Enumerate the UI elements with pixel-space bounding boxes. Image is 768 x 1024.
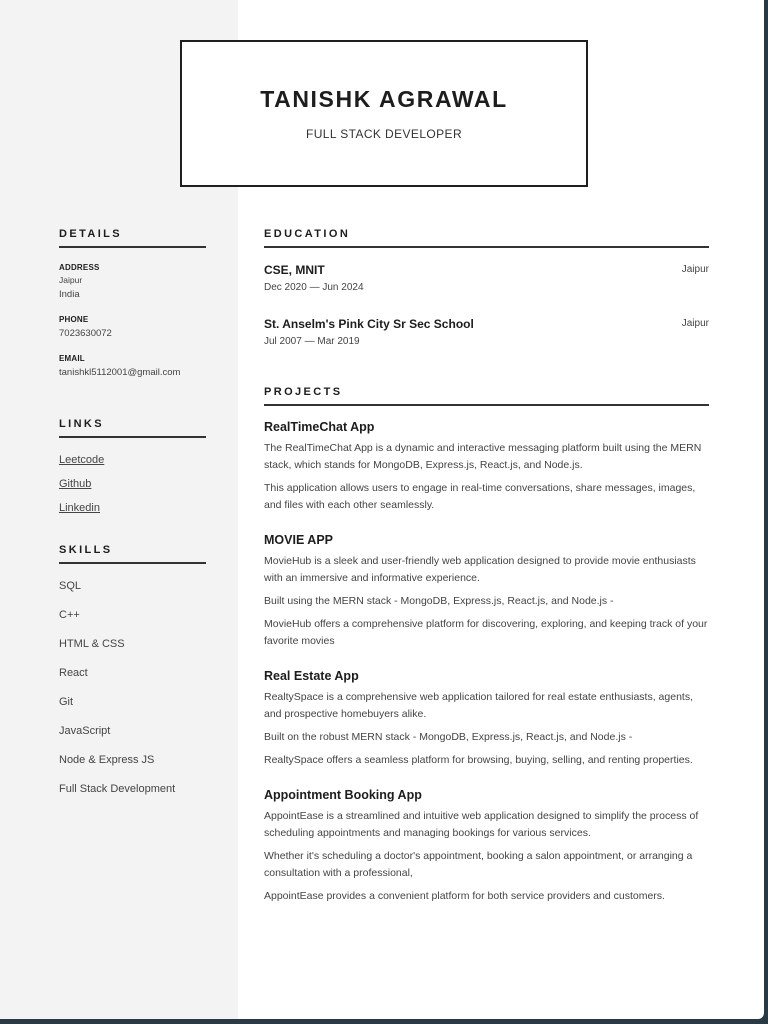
project-description: AppointEase is a streamlined and intuitive web application designed to simplify the process of scheduling appointments and managing bookings for various services. xyxy=(264,810,699,839)
education-entry xyxy=(264,263,709,293)
phone-label: PHONE xyxy=(59,315,89,324)
skill-item: C++ xyxy=(59,609,80,621)
skill-item: Full Stack Development xyxy=(59,783,176,795)
skill-item: HTML & CSS xyxy=(59,638,125,650)
project-description: Built using the MERN stack - MongoDB, Express.js, React.js, and Node.js - xyxy=(264,595,614,607)
skill-item: JavaScript xyxy=(59,725,111,737)
education-title: CSE, MNIT xyxy=(264,263,325,277)
skill-item: SQL xyxy=(59,580,82,592)
link-leetcode[interactable]: Leetcode xyxy=(59,454,105,466)
projects-section xyxy=(264,386,709,905)
email-label: EMAIL xyxy=(59,354,85,363)
project-description: MovieHub offers a comprehensive platform for discovering, exploring, and keeping track of your favorite movies xyxy=(264,618,708,647)
project-title: Appointment Booking App xyxy=(264,788,422,802)
education-location: Jaipur xyxy=(681,318,709,329)
education-dates: Jul 2007 — Mar 2019 xyxy=(264,336,360,347)
link-github[interactable]: Github xyxy=(59,478,92,490)
project-description: AppointEase provides a convenient platform for both service providers and customers. xyxy=(264,890,665,902)
link-linkedin[interactable]: Linkedin xyxy=(59,502,100,514)
education-dates: Dec 2020 — Jun 2024 xyxy=(264,282,364,293)
skill-item: Node & Express JS xyxy=(59,754,155,766)
education-location: Jaipur xyxy=(681,264,709,275)
email-value: tanishkl5112001@gmail.com xyxy=(59,367,181,378)
skill-item: React xyxy=(59,667,88,679)
candidate-name: TANISHK AGRAWAL xyxy=(260,86,508,112)
project-description: RealtySpace is a comprehensive web application tailored for real estate enthusiasts, agents, and prospective homebuyers alike. xyxy=(264,691,693,720)
details-section xyxy=(59,228,206,380)
address-city: Jaipur xyxy=(59,275,83,285)
address-country: India xyxy=(59,289,80,300)
project-description: Built on the robust MERN stack - MongoDB, Express.js, React.js, and Node.js - xyxy=(264,731,633,743)
project-entry xyxy=(264,420,709,514)
project-description: This application allows users to engage in real-time conversations, share messages, images, and files with each other seamlessly. xyxy=(264,482,696,511)
links-heading: LINKS xyxy=(59,418,206,438)
project-description: Whether it's scheduling a doctor's appointment, booking a salon appointment, or arranging a consultation with a professional, xyxy=(264,850,693,879)
project-title: Real Estate App xyxy=(264,669,359,683)
project-description: MovieHub is a sleek and user-friendly web application designed to provide movie enthusiasts with an immersive and informative experience. xyxy=(264,555,696,584)
education-section xyxy=(264,228,709,347)
skills-section xyxy=(59,544,206,810)
skill-item: Git xyxy=(59,696,74,708)
skills-heading: SKILLS xyxy=(59,544,206,564)
education-title: St. Anselm's Pink City Sr Sec School xyxy=(264,317,474,331)
education-heading: EDUCATION xyxy=(264,228,709,248)
details-heading: DETAILS xyxy=(59,228,206,248)
project-entry xyxy=(264,788,709,905)
projects-heading: PROJECTS xyxy=(264,386,709,406)
project-title: RealTimeChat App xyxy=(264,420,375,434)
project-title: MOVIE APP xyxy=(264,533,333,547)
project-entry xyxy=(264,533,709,650)
project-description: The RealTimeChat App is a dynamic and interactive messaging platform built using the MERN stack, which stands for MongoDB, Express.js, React.js, and Node.js. xyxy=(264,442,702,471)
links-section xyxy=(59,418,206,524)
education-entry xyxy=(264,317,709,347)
address-label: ADDRESS xyxy=(59,263,100,272)
candidate-role: FULL STACK DEVELOPER xyxy=(305,127,463,141)
project-entry xyxy=(264,669,709,769)
project-description: RealtySpace offers a seamless platform for browsing, buying, selling, and renting properties. xyxy=(264,754,693,766)
name-header-box xyxy=(180,40,588,187)
phone-value: 7023630072 xyxy=(59,328,112,339)
